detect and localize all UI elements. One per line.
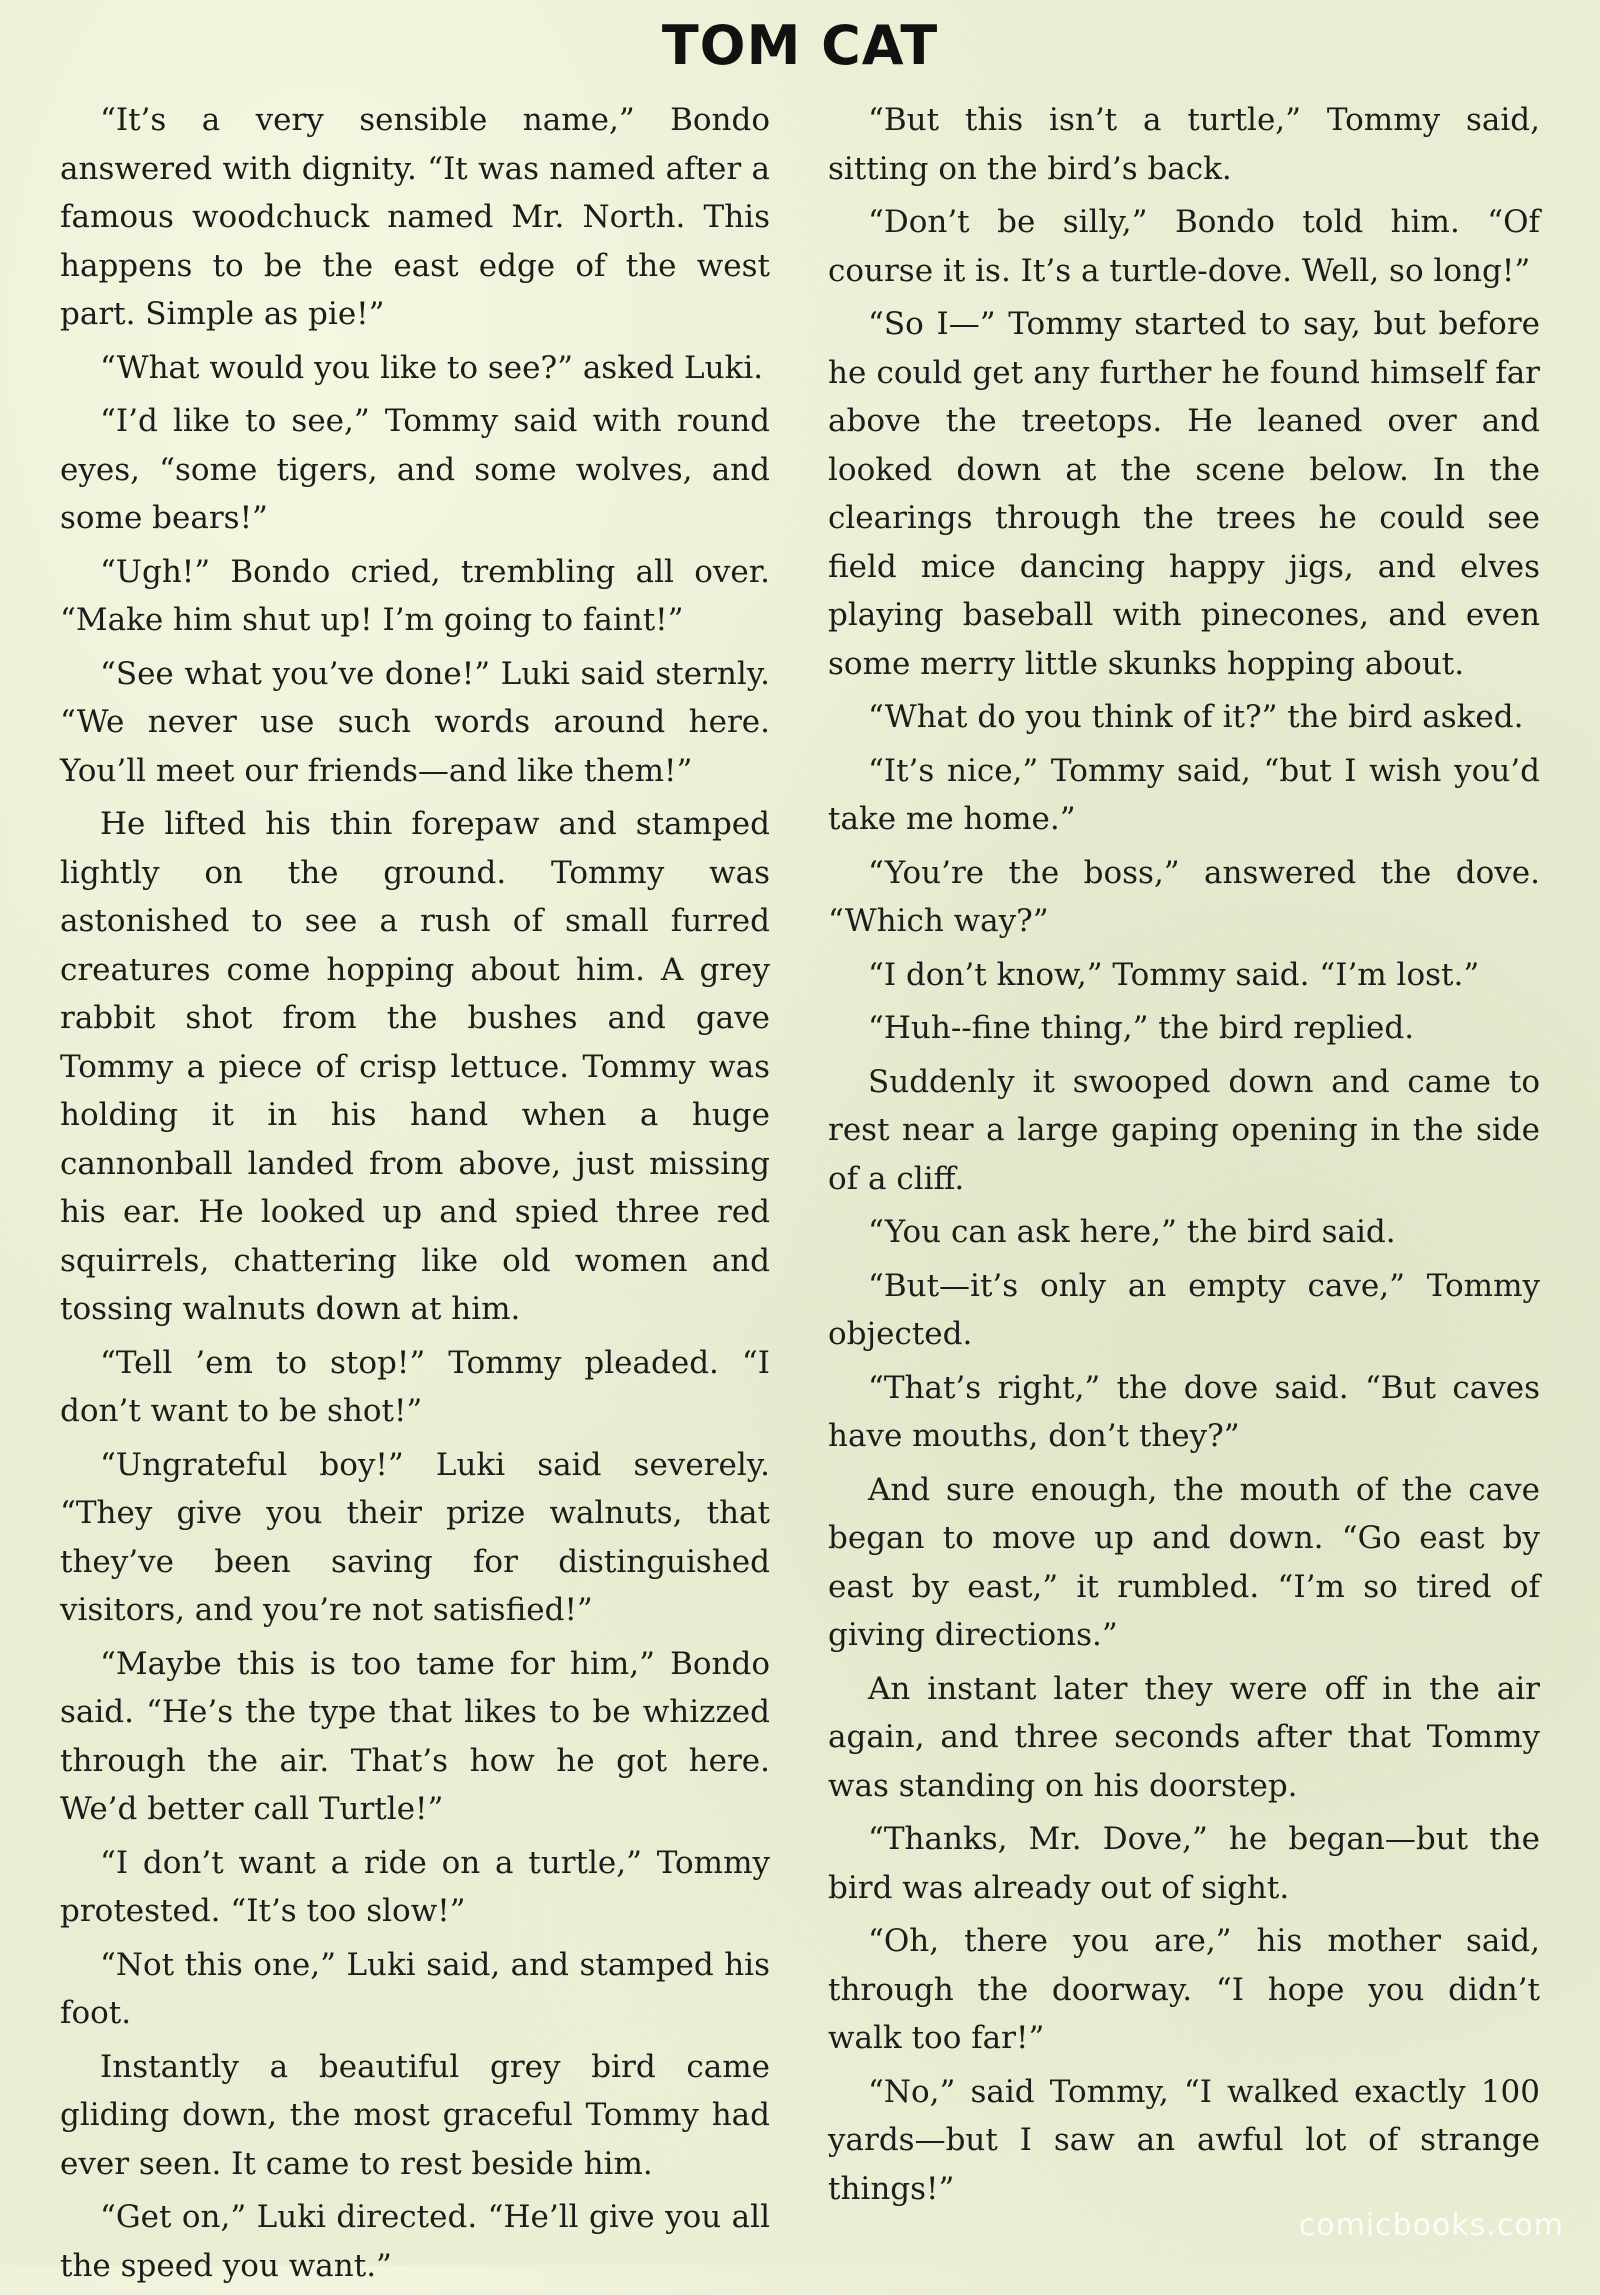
paragraph: “So I—” Tommy started to say, but before he could get any further he found himself far above the treetops. He leaned over and looked down at the scene below. In the clearings through the trees he could see field mice dancing happy jigs, and elves playing baseball with pinecones, and even some merry little skunks hopping about. (828, 306, 1540, 682)
watermark: comicbooks.com (1298, 2208, 1564, 2243)
paragraph: “That’s right,” the dove said. “But caves have mouths, don’t they?” (828, 1369, 1540, 1454)
paragraph: “Maybe this is too tame for him,” Bondo said. “He’s the type that likes to be whizzed through the air. That’s how he got here. We’d better call Turtle!” (60, 1645, 770, 1827)
paragraph: “No,” said Tommy, “I walked exactly 100 yards—but I saw an awful lot of strange things!” (828, 2073, 1540, 2207)
paragraph: “I don’t want a ride on a turtle,” Tommy protested. “It’s too slow!” (60, 1844, 770, 1929)
paragraph: “You’re the boss,” answered the dove. “Which way?” (828, 854, 1540, 939)
paragraph: “Oh, there you are,” his mother said, through the doorway. “I hope you didn’t walk too far!” (828, 1923, 1540, 2056)
page-title: TOM CAT (661, 14, 939, 77)
paragraph: “Get on,” Luki directed. “He’ll give you all the speed you want.” (60, 2199, 770, 2284)
paragraph: “It’s a very sensible name,” Bondo answered with dignity. “It was named after a famous woodchuck named Mr. North. This happens to be the east edge of the west part. Simple as pie!” (60, 102, 770, 332)
paragraph: “See what you’ve done!” Luki said sternly. “We never use such words around here. You’ll meet our friends—and like them!” (60, 655, 770, 789)
paragraph: “Ugh!” Bondo cried, trembling all over. “Make him shut up! I’m going to faint!” (60, 553, 770, 638)
left-text-column (60, 96, 770, 2295)
paragraph: “Ungrateful boy!” Luki said severely. “They give you their prize walnuts, that they’ve been saving for distinguished visitors, and you’re not satisfied!” (60, 1446, 770, 1628)
paragraph: Suddenly it swooped down and came to rest near a large gaping opening in the side of a cliff. (828, 1063, 1540, 1197)
paragraph: And sure enough, the mouth of the cave began to move up and down. “Go east by east by east,” it rumbled. “I’m so tired of giving directions.” (828, 1471, 1540, 1653)
paragraph: “Not this one,” Luki said, and stamped his foot. (60, 1946, 770, 2031)
right-text-column (828, 96, 1540, 2218)
paragraph: “But this isn’t a turtle,” Tommy said, sitting on the bird’s back. (828, 102, 1540, 187)
paragraph: “It’s nice,” Tommy said, “but I wish you’d take me home.” (828, 752, 1540, 837)
paragraph: “I’d like to see,” Tommy said with round eyes, “some tigers, and some wolves, and some bears!” (60, 403, 770, 536)
paragraph: “What do you think of it?” the bird asked. (868, 699, 1524, 735)
paragraph: “But—it’s only an empty cave,” Tommy objected. (828, 1267, 1540, 1352)
paragraph: “Thanks, Mr. Dove,” he began—but the bird was already out of sight. (828, 1821, 1540, 1906)
paragraph: “Don’t be silly,” Bondo told him. “Of course it is. It’s a turtle-dove. Well, so long!” (828, 204, 1540, 289)
paragraph: He lifted his thin forepaw and stamped lightly on the ground. Tommy was astonished to see a rush of small furred creatures come hopping about him. A grey rabbit shot from the bushes and gave Tommy a piece of crisp lettuce. Tommy was holding it in his hand when a huge cannonball landed from above, just missing his ear. He looked up and spied three red squirrels, chattering like old women and tossing walnuts down at him. (60, 806, 770, 1327)
paragraph: An instant later they were off in the air again, and three seconds after that Tommy was standing on his doorstep. (828, 1670, 1540, 1804)
paragraph: “Huh--fine thing,” the bird replied. (868, 1010, 1415, 1046)
paragraph: “Tell ’em to stop!” Tommy pleaded. “I don’t want to be shot!” (60, 1344, 770, 1429)
paragraph: “I don’t know,” Tommy said. “I’m lost.” (868, 956, 1480, 993)
paragraph: Instantly a beautiful grey bird came gliding down, the most graceful Tommy had ever seen. It came to rest beside him. (60, 2048, 770, 2182)
paragraph: “You can ask here,” the bird said. (868, 1214, 1396, 1250)
paragraph: “What would you like to see?” asked Luki. (100, 349, 764, 386)
